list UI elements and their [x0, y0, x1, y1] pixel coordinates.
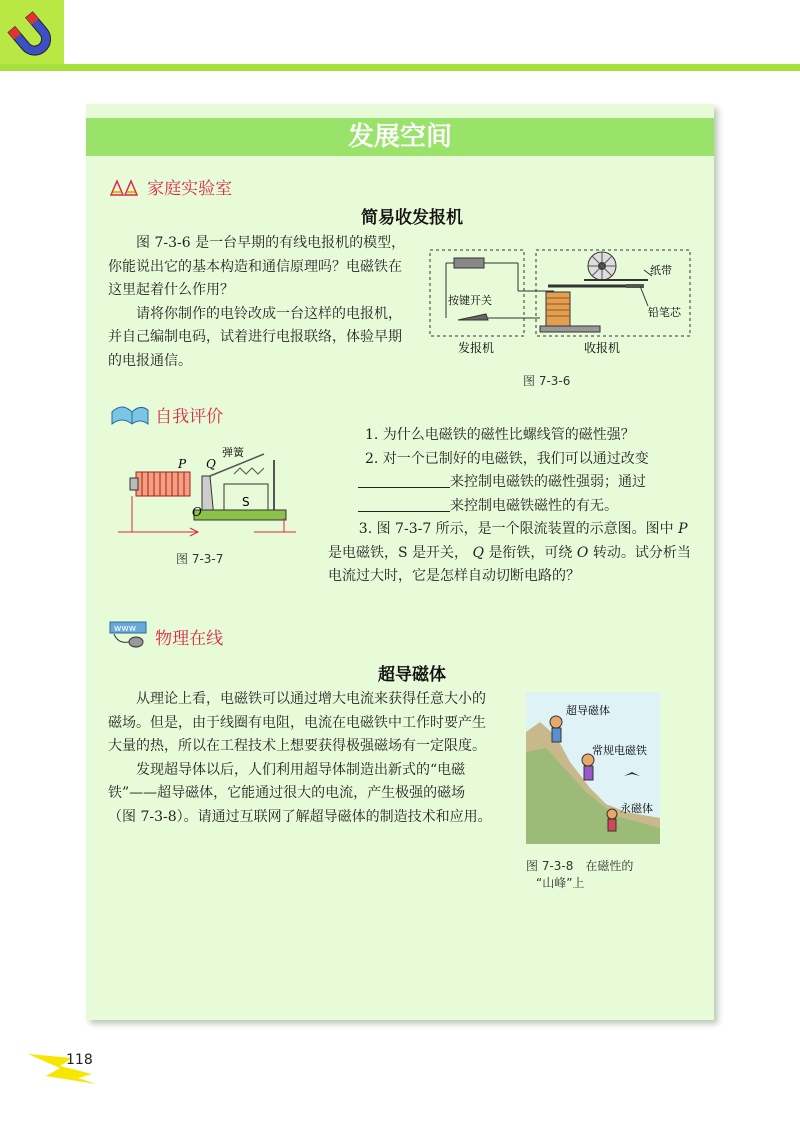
question-3 — [328, 518, 700, 589]
home-lab-text — [108, 232, 414, 373]
chapter-tab — [0, 0, 64, 68]
online-heading — [108, 620, 223, 650]
q3-O: O — [576, 544, 589, 561]
paragraph: 请将你制作的电铃改成一台这样的电报机，并自己编制电码，试着进行电报联络，体验早期的电报通信。 — [108, 305, 402, 369]
q3-part-b: 是电磁铁，S 是开关， — [328, 544, 469, 561]
label-receiver: 收报机 — [584, 341, 621, 355]
fig-7-3-7-caption: 图 7-3-7 — [176, 552, 224, 566]
question-2 — [358, 448, 698, 519]
magnet-icon — [0, 0, 64, 68]
label-S: S — [242, 495, 250, 509]
web-mouse-icon — [108, 620, 150, 650]
self-eval-heading-text: 自我评价 — [155, 407, 224, 427]
label-sender: 发报机 — [458, 341, 495, 355]
q3-part-a: 3. 图 7-3-7 所示，是一个限流装置的示意图。图中 — [358, 521, 674, 537]
label-Q: Q — [206, 457, 216, 471]
paragraph: 从理论上看，电磁铁可以通过增大电流来获得任意大小的磁场。但是，由于线圈有电阻，电流在电磁铁中工作时要产生大量的热，所以在工程技术上想要获得极强磁场有一定限度。 — [108, 691, 486, 754]
q3-part-c: 是衔铁，可绕 — [488, 544, 573, 561]
label-pencil: 铅笔芯 — [648, 306, 681, 319]
limiter-diagram — [114, 446, 296, 542]
telegraph-diagram — [426, 246, 696, 360]
home-lab-heading-text: 家庭实验室 — [147, 179, 233, 199]
label-tape: 纸带 — [650, 264, 672, 277]
page-number: 118 — [66, 1052, 93, 1068]
label-key: 按键开关 — [448, 294, 492, 307]
online-heading-text: 物理在线 — [155, 629, 224, 649]
book-icon — [108, 398, 150, 428]
caption-line-2: “山峰”上 — [536, 876, 585, 890]
q2-part-c: 来控制电磁铁磁性的有无。 — [450, 497, 618, 514]
banner-title: 发展空间 — [347, 122, 452, 152]
answer-blank-2[interactable] — [358, 497, 450, 512]
limiter-figure — [114, 446, 296, 546]
online-title: 超导磁体 — [378, 665, 446, 685]
q2-part-a: 2. 对一个已制好的电磁铁，我们可以通过改变 — [365, 450, 649, 467]
label-spring: 弹簧 — [222, 446, 244, 459]
q3-part-d: 转动。试分析当电流过大时，它是怎样自动切断电路的？ — [328, 544, 691, 584]
fig-7-3-8-caption — [526, 858, 633, 892]
paragraph: 发现超导体以后，人们利用超导体制造出新式的“电磁铁”——超导磁体，它能通过很大的电流，产生极强的磁场（图 7-3-8）。请通过互联网了解超导磁体的制造技术和应用。 — [108, 761, 492, 825]
answer-blank-1[interactable] — [358, 473, 450, 488]
label-P: P — [178, 457, 187, 471]
label-super: 超导磁体 — [566, 704, 610, 717]
caption-line-1: 图 7-3-8 在磁性的 — [526, 859, 634, 873]
self-eval-heading — [108, 398, 223, 428]
label-normal: 常规电磁铁 — [592, 744, 647, 757]
label-perm: 永磁体 — [620, 802, 653, 815]
paragraph: 图 7-3-6 是一台早期的有线电报机的模型，你能说出它的基本构造和通信原理吗？电磁铁在这里起着什么作用？ — [108, 235, 406, 298]
home-lab-heading — [108, 174, 232, 199]
online-text — [108, 688, 492, 829]
question-1: 1. 为什么电磁铁的磁性比螺线管的磁性强？ — [365, 427, 635, 443]
mountain-illustration — [526, 692, 660, 844]
header-rule — [0, 64, 800, 71]
label-O: O — [192, 505, 202, 519]
flask-icon — [108, 177, 142, 197]
q2-part-b: 来控制电磁铁的磁性强弱；通过 — [450, 474, 646, 490]
q3-P: P — [678, 521, 688, 537]
fig-7-3-6-caption: 图 7-3-6 — [523, 374, 571, 388]
self-eval-questions — [358, 424, 698, 518]
www-text: www — [114, 624, 137, 634]
q3-Q: Q — [472, 544, 484, 561]
magnet-mountain-figure — [526, 692, 660, 848]
header-band — [0, 0, 800, 70]
home-lab-title: 简易收发报机 — [361, 208, 463, 228]
telegraph-figure — [426, 246, 696, 364]
